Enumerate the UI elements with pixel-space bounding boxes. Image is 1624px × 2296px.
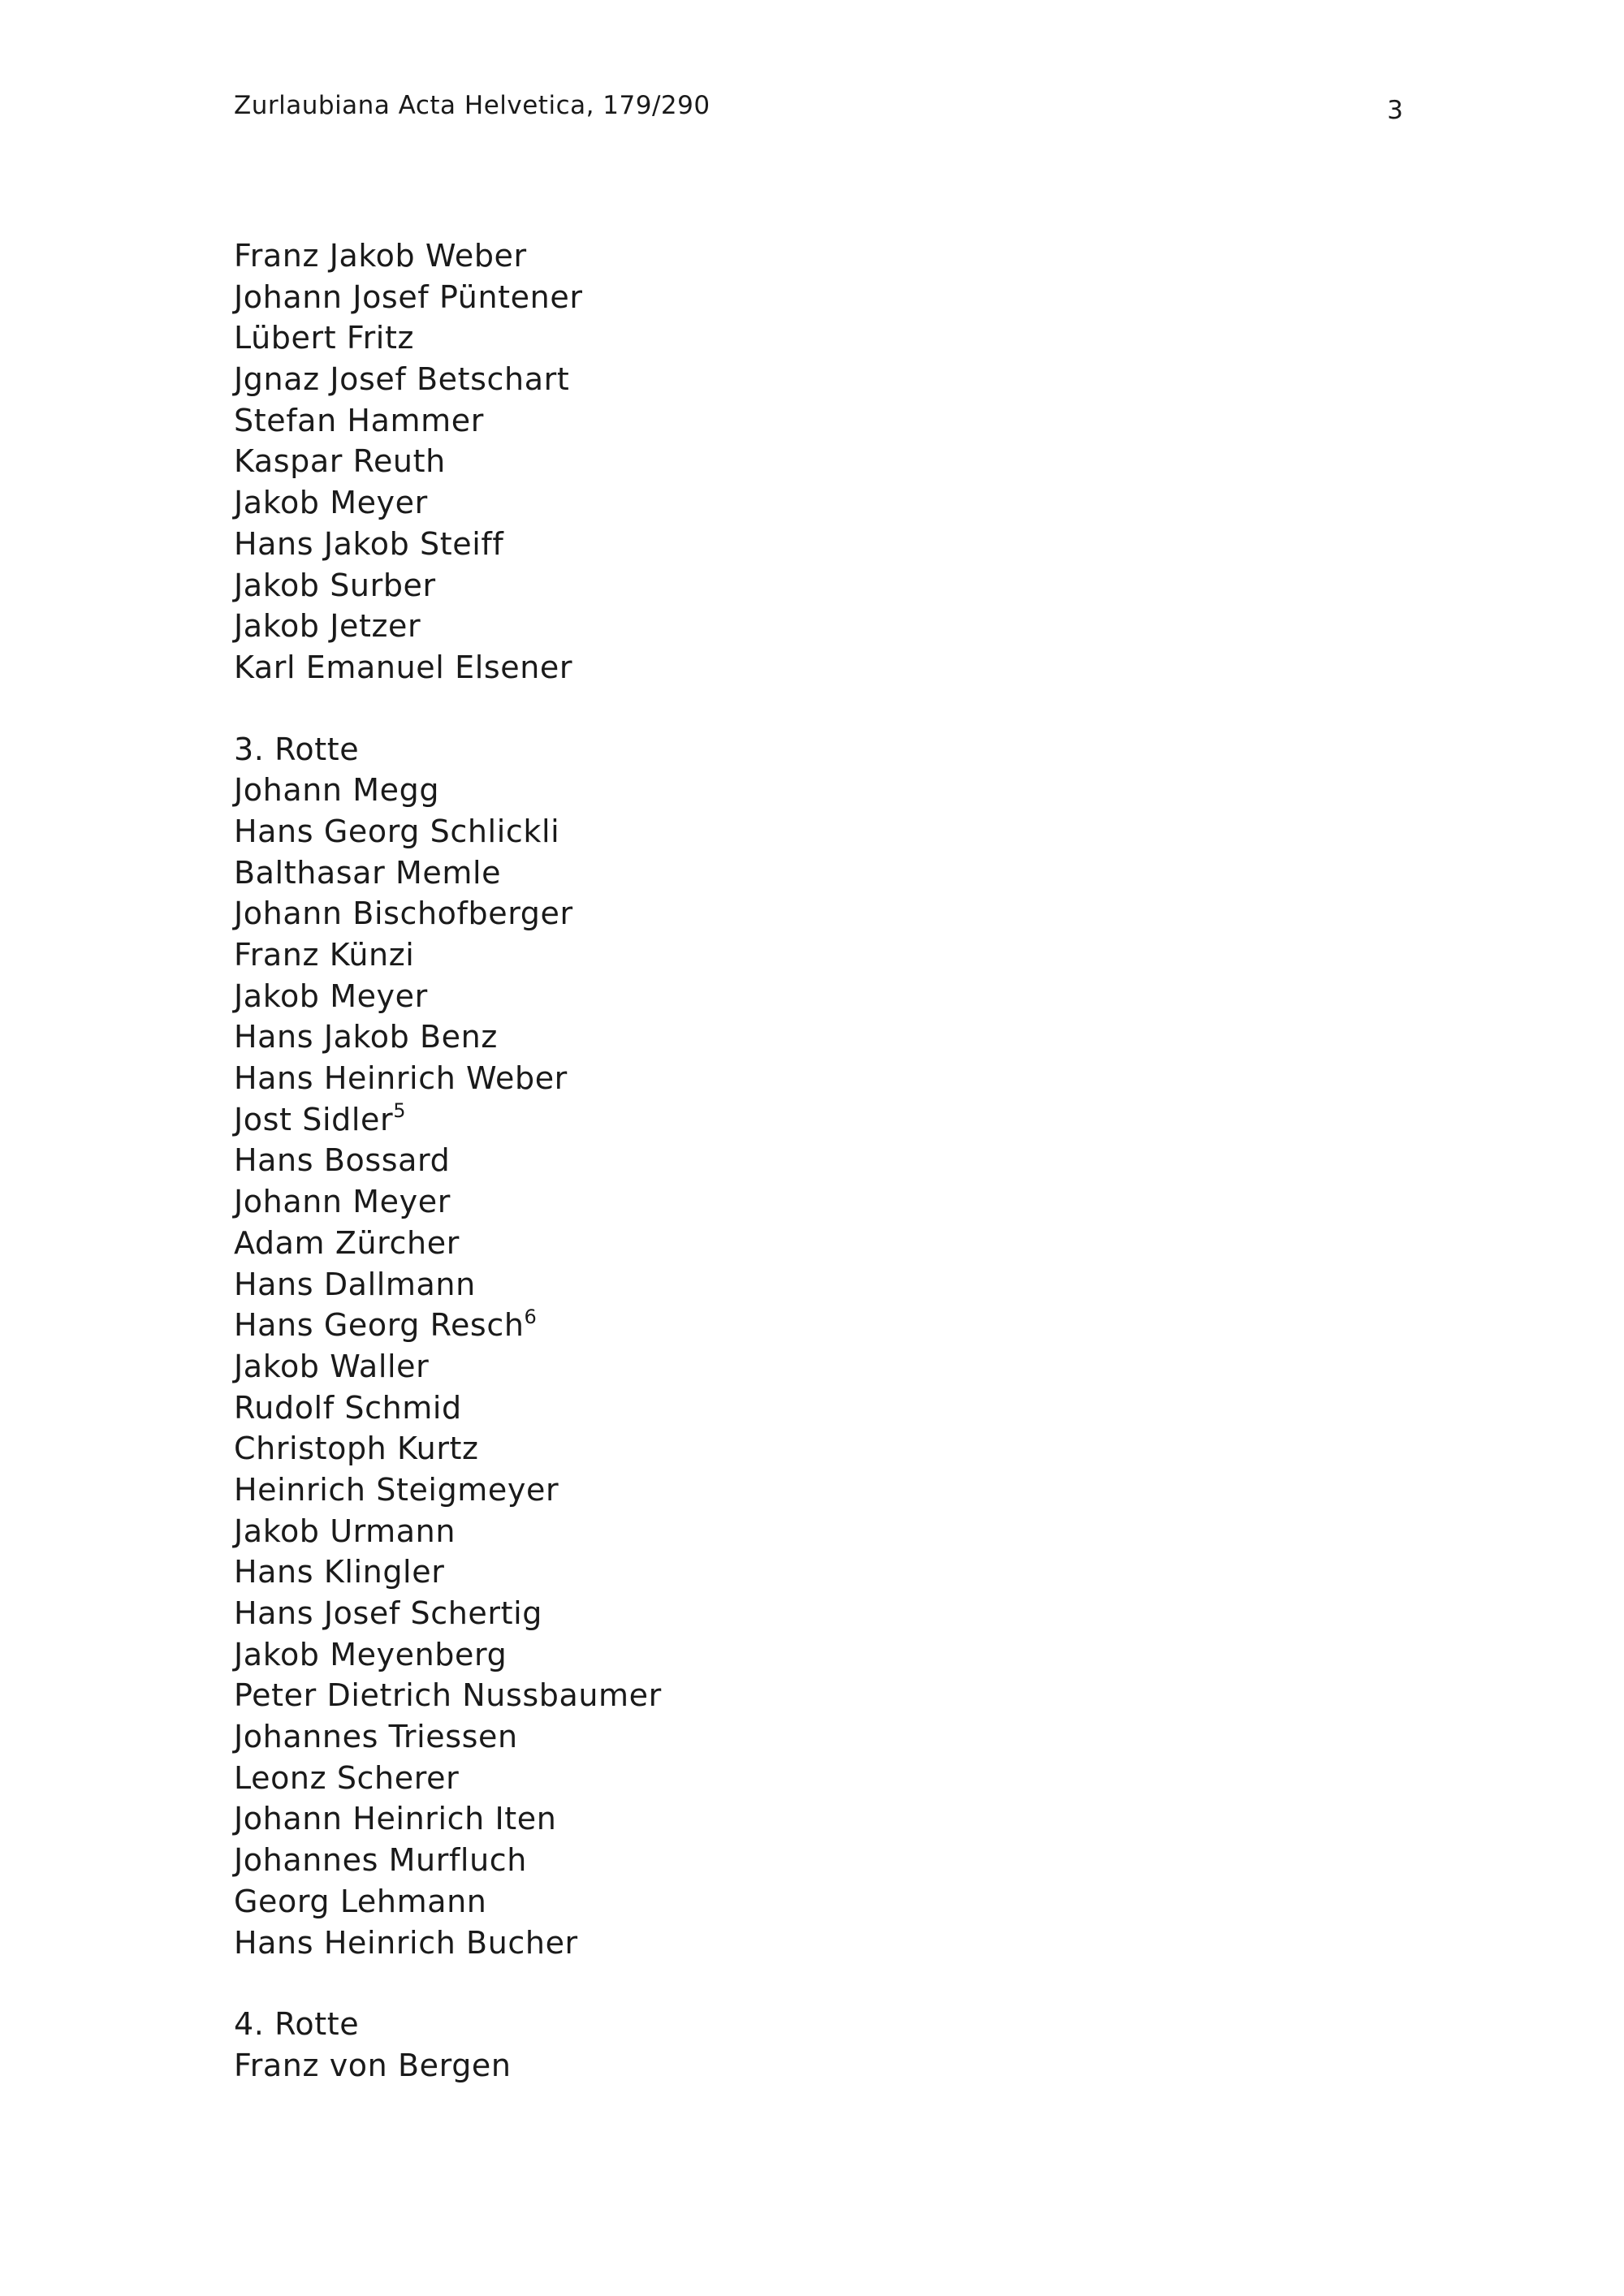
name-text: Jakob Meyer bbox=[234, 978, 428, 1014]
name-text: Georg Lehmann bbox=[234, 1883, 487, 1919]
header-title: Zurlaubiana Acta Helvetica, 179/290 bbox=[234, 91, 710, 120]
name-entry bbox=[234, 1140, 1371, 1181]
name-entry bbox=[234, 647, 1371, 688]
name-entry bbox=[234, 811, 1371, 852]
document-body bbox=[234, 235, 1371, 2127]
name-text: Johannes Murfluch bbox=[234, 1842, 527, 1879]
name-text: Lübert Fritz bbox=[234, 320, 415, 356]
name-entry bbox=[234, 1593, 1371, 1634]
name-text: Rudolf Schmid bbox=[234, 1389, 462, 1426]
name-list-section bbox=[234, 2004, 1371, 2086]
name-entry bbox=[234, 1511, 1371, 1552]
name-entry bbox=[234, 1388, 1371, 1429]
name-entry bbox=[234, 1058, 1371, 1099]
name-entry bbox=[234, 1758, 1371, 1799]
name-text: Johann Megg bbox=[234, 772, 440, 809]
footnote-marker[interactable]: 6 bbox=[524, 1305, 538, 1328]
name-entry bbox=[234, 1305, 1371, 1346]
name-entry bbox=[234, 976, 1371, 1017]
name-text: Jakob Waller bbox=[234, 1348, 430, 1384]
name-text: Hans Heinrich Bucher bbox=[234, 1924, 578, 1961]
name-text: Jakob Meyenberg bbox=[234, 1636, 508, 1672]
name-entry bbox=[234, 1099, 1371, 1141]
footnote-marker[interactable]: 5 bbox=[393, 1099, 407, 1123]
name-text: Hans Bossard bbox=[234, 1142, 451, 1179]
name-entry bbox=[234, 1181, 1371, 1223]
name-entry bbox=[234, 1223, 1371, 1264]
name-list-section bbox=[234, 729, 1371, 1964]
name-text: Jakob Meyer bbox=[234, 485, 428, 521]
name-entry bbox=[234, 524, 1371, 565]
name-entry bbox=[234, 770, 1371, 811]
name-entry bbox=[234, 1840, 1371, 1881]
name-text: Hans Jakob Benz bbox=[234, 1019, 498, 1055]
name-text: Jakob Jetzer bbox=[234, 608, 421, 645]
name-text: Jost Sidler bbox=[234, 1101, 394, 1137]
name-text: Johann Josef Püntener bbox=[234, 278, 583, 315]
name-entry bbox=[234, 1634, 1371, 1676]
name-text: Hans Josef Schertig bbox=[234, 1595, 542, 1631]
name-entry bbox=[234, 1428, 1371, 1470]
name-text: Leonz Scherer bbox=[234, 1759, 460, 1796]
name-text: Jgnaz Josef Betschart bbox=[234, 361, 570, 398]
name-text: Hans Klingler bbox=[234, 1554, 445, 1590]
name-text: Hans Jakob Steiff bbox=[234, 525, 504, 562]
name-text: Johann Heinrich Iten bbox=[234, 1801, 557, 1837]
name-text: Hans Georg Schlickli bbox=[234, 813, 560, 849]
name-entry bbox=[234, 1716, 1371, 1758]
name-text: Christoph Kurtz bbox=[234, 1431, 479, 1467]
name-text: Hans Dallmann bbox=[234, 1266, 476, 1302]
name-entry bbox=[234, 317, 1371, 359]
name-entry bbox=[234, 441, 1371, 482]
page-number: 3 bbox=[1387, 96, 1403, 125]
name-text: Johann Meyer bbox=[234, 1184, 451, 1220]
name-entry bbox=[234, 359, 1371, 400]
name-entry bbox=[234, 1923, 1371, 1964]
name-text: Kaspar Reuth bbox=[234, 443, 446, 480]
name-entry bbox=[234, 2045, 1371, 2087]
name-text: Balthasar Memle bbox=[234, 854, 502, 891]
section-heading: 4. Rotte bbox=[234, 2006, 360, 2043]
name-entry bbox=[234, 934, 1371, 976]
section-heading: 3. Rotte bbox=[234, 731, 360, 767]
name-entry bbox=[234, 1798, 1371, 1840]
name-text: Franz Jakob Weber bbox=[234, 238, 527, 274]
name-text: Heinrich Steigmeyer bbox=[234, 1471, 559, 1508]
name-text: Franz Künzi bbox=[234, 937, 415, 973]
name-entry bbox=[234, 1346, 1371, 1388]
name-list-section bbox=[234, 235, 1371, 688]
name-entry bbox=[234, 1264, 1371, 1306]
name-text: Jakob Urmann bbox=[234, 1513, 456, 1549]
name-entry bbox=[234, 277, 1371, 318]
name-entry bbox=[234, 852, 1371, 894]
name-entry bbox=[234, 565, 1371, 606]
name-entry bbox=[234, 606, 1371, 647]
name-entry bbox=[234, 235, 1371, 277]
name-entry bbox=[234, 400, 1371, 442]
name-text: Jakob Surber bbox=[234, 567, 436, 603]
name-entry bbox=[234, 482, 1371, 524]
name-text: Peter Dietrich Nussbaumer bbox=[234, 1677, 662, 1714]
running-header bbox=[234, 91, 1403, 132]
name-entry bbox=[234, 1470, 1371, 1511]
name-text: Hans Heinrich Weber bbox=[234, 1060, 568, 1097]
name-text: Franz von Bergen bbox=[234, 2047, 512, 2083]
name-entry bbox=[234, 1675, 1371, 1716]
name-text: Johannes Triessen bbox=[234, 1719, 518, 1755]
name-text: Johann Bischofberger bbox=[234, 896, 573, 932]
name-entry bbox=[234, 1881, 1371, 1923]
name-text: Karl Emanuel Elsener bbox=[234, 649, 573, 685]
name-text: Stefan Hammer bbox=[234, 402, 484, 438]
name-entry bbox=[234, 1552, 1371, 1593]
name-text: Adam Zürcher bbox=[234, 1224, 460, 1261]
name-text: Hans Georg Resch bbox=[234, 1307, 525, 1344]
name-entry bbox=[234, 1016, 1371, 1058]
name-entry bbox=[234, 893, 1371, 934]
